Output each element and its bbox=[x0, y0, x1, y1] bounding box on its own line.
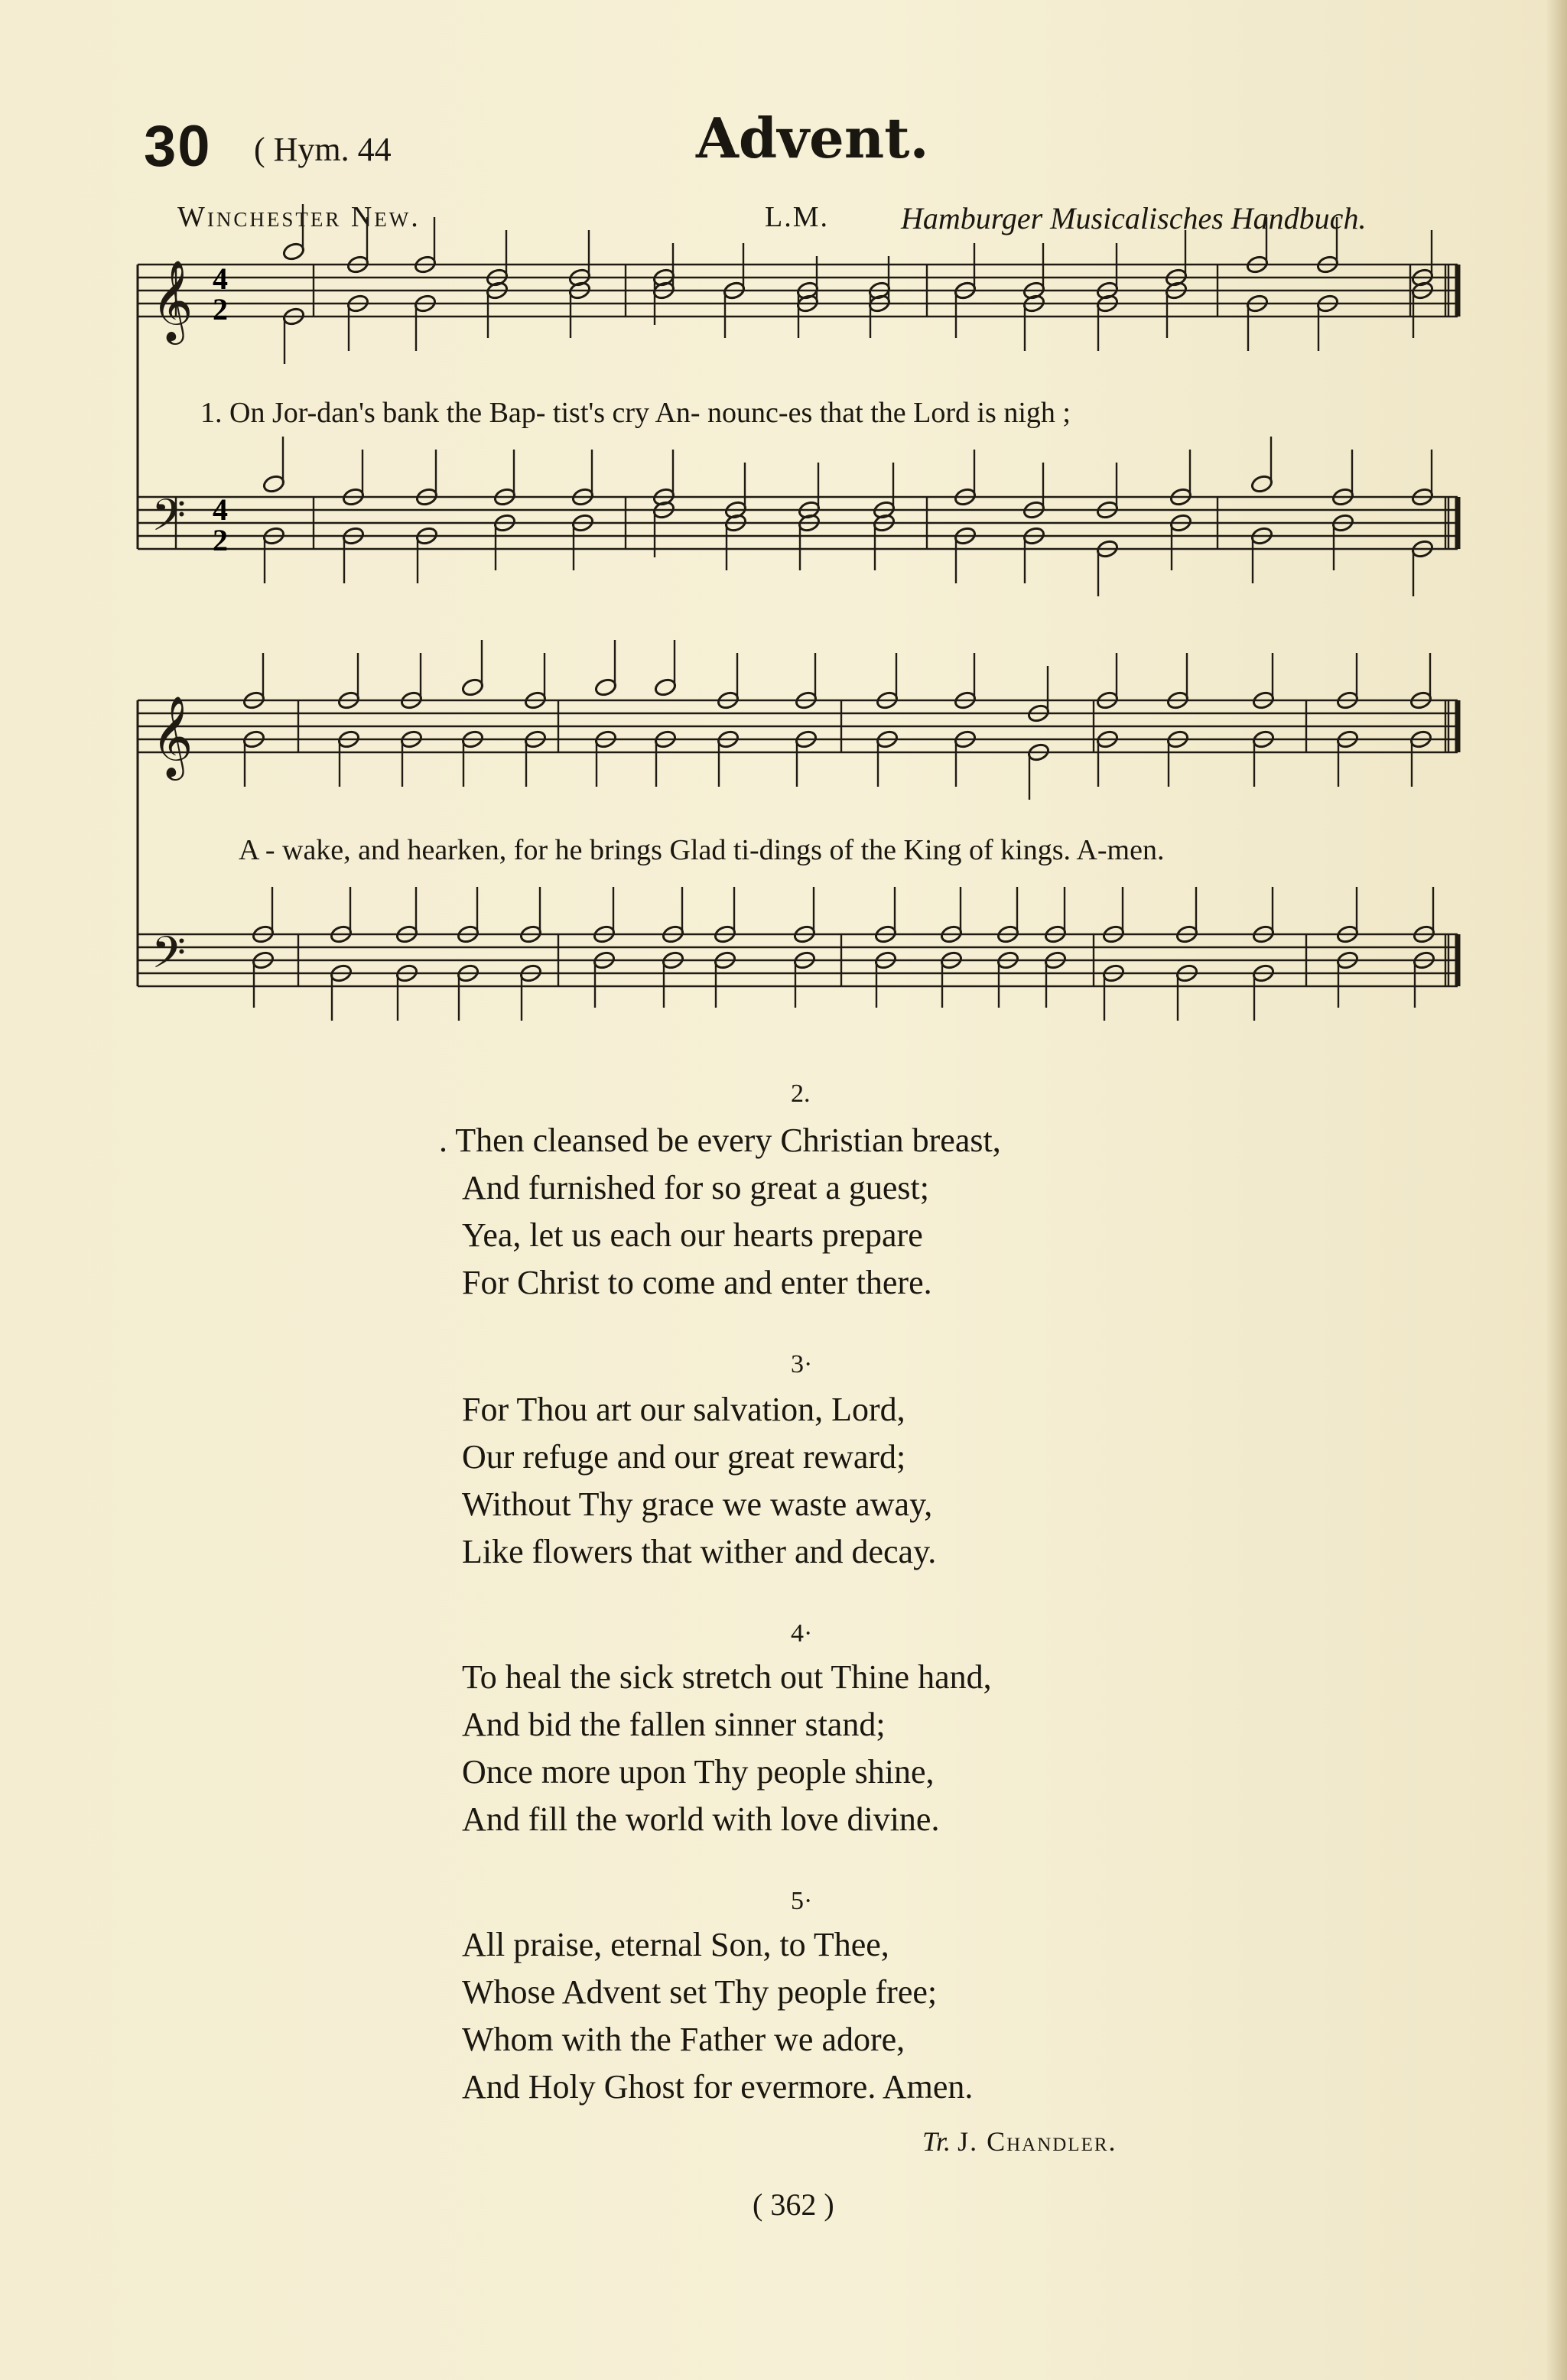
verse-line: Like flowers that wither and decay. bbox=[462, 1533, 937, 1570]
time-signature-bottom-treble: 2 bbox=[213, 292, 228, 326]
tune-name: Winchester New. bbox=[177, 201, 421, 233]
verse-number: 4· bbox=[791, 1619, 813, 1648]
verse-line: Whom with the Father we adore, bbox=[462, 2021, 905, 2058]
verse-number: 5· bbox=[791, 1887, 813, 1915]
verse-line: To heal the sick stretch out Thine hand, bbox=[462, 1658, 992, 1696]
hymn-number: 30 bbox=[144, 114, 212, 179]
note-head bbox=[1250, 474, 1274, 494]
verse-line: . Then cleansed be every Christian breast, bbox=[439, 1122, 1001, 1159]
verse-line: And bid the fallen sinner stand; bbox=[462, 1706, 886, 1743]
page-number: ( 362 ) bbox=[753, 2187, 834, 2222]
translator-credit bbox=[922, 2125, 1117, 2158]
meter: L.M. bbox=[765, 201, 829, 233]
verse-line: And fill the world with love divine. bbox=[462, 1800, 940, 1838]
verse-line: Our refuge and our great reward; bbox=[462, 1438, 906, 1476]
verse-line: For Christ to come and enter there. bbox=[462, 1264, 932, 1301]
translator-name: J. Chandler. bbox=[957, 2126, 1117, 2157]
note-head bbox=[654, 677, 678, 697]
translator-prefix: Tr. bbox=[922, 2126, 951, 2157]
clefs bbox=[151, 259, 193, 989]
time-signature-bottom-bass: 2 bbox=[213, 523, 228, 557]
verse-line: For Thou art our salvation, Lord, bbox=[462, 1391, 905, 1428]
lyrics-line-1: 1. On Jor-dan's bank the Bap- tist's cry An- nounc-es that the Lord is nigh ; bbox=[200, 397, 1071, 429]
time-signature-top-treble: 4 bbox=[213, 261, 228, 296]
verse-line: Without Thy grace we waste away, bbox=[462, 1485, 933, 1523]
bass-clef: 𝄢 bbox=[151, 489, 187, 552]
section-title: Advent. bbox=[696, 106, 929, 170]
treble-clef: 𝄞 bbox=[151, 259, 193, 341]
time-signature-top-bass: 4 bbox=[213, 492, 228, 527]
note-head bbox=[282, 242, 306, 261]
composer: Hamburger Musicalisches Handbuch. bbox=[901, 201, 1367, 235]
bass-clef: 𝄢 bbox=[151, 927, 187, 989]
music-score bbox=[0, 0, 1567, 1024]
note-head bbox=[262, 474, 286, 494]
note-head bbox=[461, 677, 485, 697]
verse-line: All praise, eternal Son, to Thee, bbox=[462, 1926, 889, 1963]
lyrics-line-2: A - wake, and hearken, for he brings Glad ti-dings of the King of kings. A-men. bbox=[239, 834, 1165, 866]
note-head bbox=[594, 677, 618, 697]
verse-line: Once more upon Thy people shine, bbox=[462, 1753, 935, 1791]
verse-line: Yea, let us each our hearts prepare bbox=[462, 1216, 923, 1254]
verse-line: Whose Advent set Thy people free; bbox=[462, 1973, 938, 2011]
verse-line: And Holy Ghost for evermore. Amen. bbox=[462, 2068, 974, 2106]
verse-number: 2. bbox=[791, 1080, 811, 1108]
staff-systems bbox=[138, 265, 1458, 986]
hymn-reference: ( Hym. 44 bbox=[254, 131, 392, 168]
verse-number: 3· bbox=[791, 1350, 813, 1378]
notes bbox=[242, 204, 1436, 1021]
verse-line: And furnished for so great a guest; bbox=[462, 1169, 929, 1206]
treble-clef: 𝄞 bbox=[151, 695, 193, 777]
